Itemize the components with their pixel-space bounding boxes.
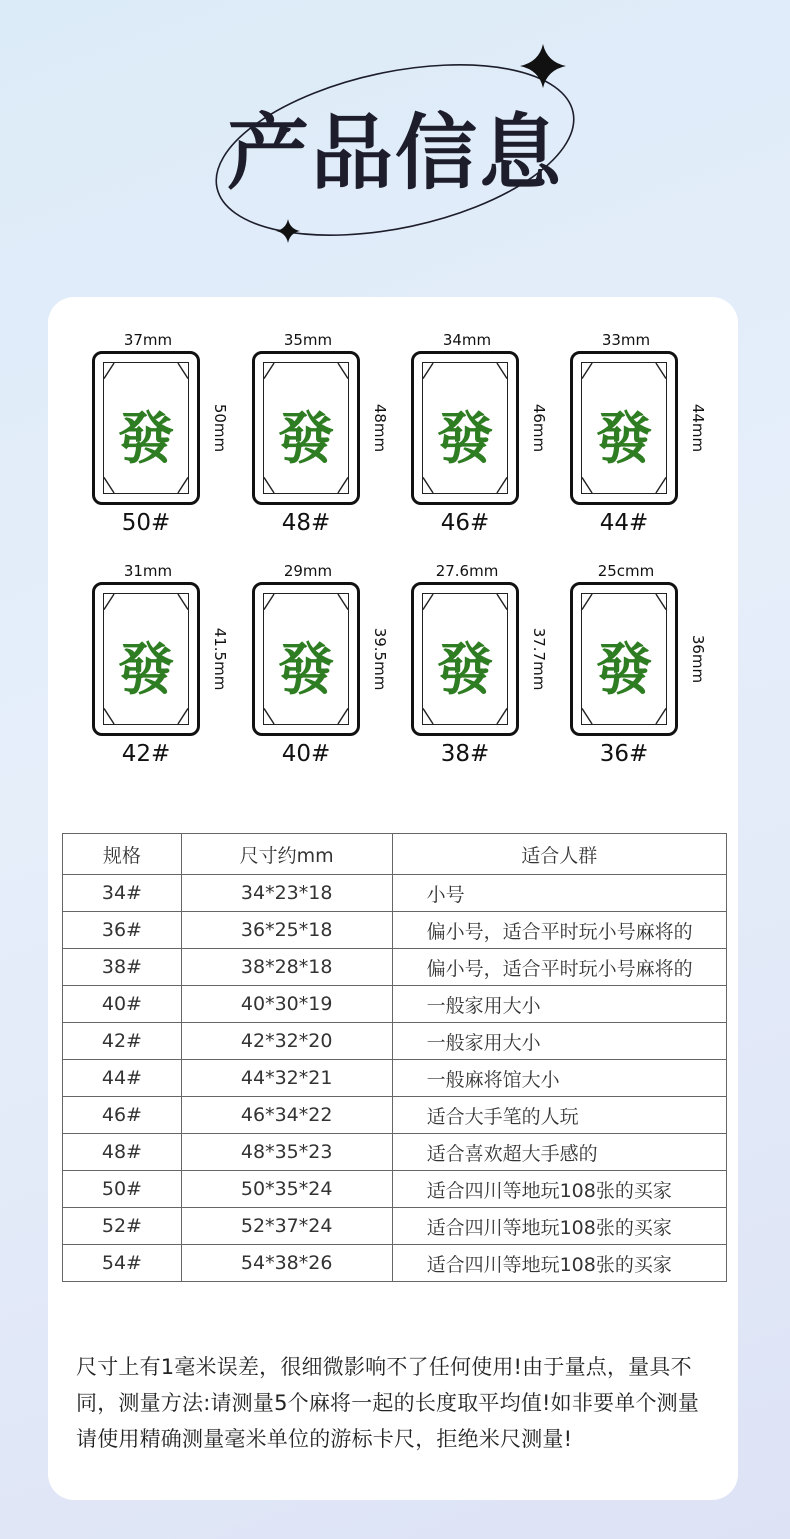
- tile-height-label: 44mm: [689, 403, 707, 453]
- tile-item: [367, 297, 548, 536]
- page-title: 产品信息: [226, 106, 563, 201]
- table-row: [63, 875, 727, 912]
- fa-character-icon: 發: [596, 406, 652, 472]
- mahjong-tile: [252, 351, 360, 505]
- tile-size-label: 50#: [121, 510, 171, 536]
- cell-size: 40*30*19: [181, 986, 392, 1023]
- tile-width-label: 34mm: [442, 331, 492, 349]
- cell-spec: 52#: [63, 1208, 182, 1245]
- column-header-audience: 适合人群: [392, 834, 726, 875]
- cell-size: 34*23*18: [181, 875, 392, 912]
- tile-width-label: 31mm: [123, 562, 173, 580]
- cell-size: 46*34*22: [181, 1097, 392, 1134]
- cell-spec: 46#: [63, 1097, 182, 1134]
- tile-item: [208, 528, 389, 767]
- mahjong-tile: [411, 351, 519, 505]
- sparkle-star-icon: [520, 44, 566, 88]
- mahjong-tile: [411, 582, 519, 736]
- fa-character-icon: 發: [118, 637, 174, 703]
- cell-spec: 40#: [63, 986, 182, 1023]
- cell-audience: 适合四川等地玩108张的买家: [392, 1208, 726, 1245]
- measurement-note: 尺寸上有1毫米误差，很细微影响不了任何使用!由于量点，量具不同，测量方法:请测量5个麻将一起的长度取平均值!如非要单个测量请使用精确测量毫米单位的游标卡尺，拒绝米尺测量!: [76, 1355, 700, 1451]
- cell-size: 54*38*26: [181, 1245, 392, 1282]
- cell-size: 44*32*21: [181, 1060, 392, 1097]
- cell-spec: 42#: [63, 1023, 182, 1060]
- sparkle-star-icon: [276, 219, 300, 243]
- tile-height-label: 46mm: [530, 403, 548, 453]
- table-row: [63, 1208, 727, 1245]
- cell-spec: 36#: [63, 912, 182, 949]
- tile-height-label: 39.5mm: [371, 627, 389, 691]
- tile-size-label: 38#: [440, 741, 490, 767]
- cell-size: 36*25*18: [181, 912, 392, 949]
- table-row: [63, 1134, 727, 1171]
- fa-character-icon: 發: [118, 406, 174, 472]
- tile-height-label: 41.5mm: [211, 627, 229, 691]
- table-row: [63, 1097, 727, 1134]
- tile-width-label: 37mm: [123, 331, 173, 349]
- cell-spec: 48#: [63, 1134, 182, 1171]
- tile-size-grid: [48, 297, 738, 777]
- cell-audience: 偏小号，适合平时玩小号麻将的: [392, 949, 726, 986]
- table-row: [63, 1171, 727, 1208]
- tile-item: [208, 297, 389, 536]
- table-row: [63, 1023, 727, 1060]
- fa-character-icon: 發: [596, 637, 652, 703]
- tile-width-label: 35mm: [283, 331, 333, 349]
- spec-table: [62, 833, 727, 1282]
- tile-width-label: 29mm: [283, 562, 333, 580]
- tile-width-label: 27.6mm: [435, 562, 499, 580]
- cell-size: 50*35*24: [181, 1171, 392, 1208]
- mahjong-tile: [252, 582, 360, 736]
- cell-spec: 34#: [63, 875, 182, 912]
- fa-character-icon: 發: [278, 406, 334, 472]
- table-header-row: [63, 834, 727, 875]
- hero-header: [0, 0, 790, 290]
- cell-spec: 50#: [63, 1171, 182, 1208]
- tile-item: [48, 297, 229, 536]
- info-card: [48, 297, 738, 1500]
- fa-character-icon: 發: [437, 637, 493, 703]
- cell-audience: 适合喜欢超大手感的: [392, 1134, 726, 1171]
- table-row: [63, 912, 727, 949]
- tile-item: [367, 528, 548, 767]
- tile-size-label: 42#: [121, 741, 171, 767]
- cell-size: 48*35*23: [181, 1134, 392, 1171]
- tile-height-label: 36mm: [689, 634, 707, 684]
- cell-size: 38*28*18: [181, 949, 392, 986]
- mahjong-tile: [92, 582, 200, 736]
- mahjong-tile: [92, 351, 200, 505]
- tile-height-label: 48mm: [371, 403, 389, 453]
- cell-audience: 一般家用大小: [392, 1023, 726, 1060]
- cell-audience: 适合四川等地玩108张的买家: [392, 1171, 726, 1208]
- cell-spec: 44#: [63, 1060, 182, 1097]
- cell-audience: 一般麻将馆大小: [392, 1060, 726, 1097]
- mahjong-tile: [570, 351, 678, 505]
- tile-height-label: 37.7mm: [530, 627, 548, 691]
- tile-size-label: 46#: [440, 510, 490, 536]
- cell-size: 42*32*20: [181, 1023, 392, 1060]
- cell-audience: 适合大手笔的人玩: [392, 1097, 726, 1134]
- fa-character-icon: 發: [437, 406, 493, 472]
- tile-item: [48, 528, 229, 767]
- table-row: [63, 1245, 727, 1282]
- column-header-size: 尺寸约mm: [181, 834, 392, 875]
- column-header-spec: 规格: [63, 834, 182, 875]
- cell-audience: 小号: [392, 875, 726, 912]
- tile-size-label: 44#: [599, 510, 649, 536]
- tile-size-label: 48#: [281, 510, 331, 536]
- cell-spec: 38#: [63, 949, 182, 986]
- table-row: [63, 949, 727, 986]
- tile-width-label: 25cmm: [597, 562, 655, 580]
- fa-character-icon: 發: [278, 637, 334, 703]
- tile-size-label: 40#: [281, 741, 331, 767]
- table-row: [63, 986, 727, 1023]
- tile-width-label: 33mm: [601, 331, 651, 349]
- cell-audience: 适合四川等地玩108张的买家: [392, 1245, 726, 1282]
- cell-audience: 偏小号，适合平时玩小号麻将的: [392, 912, 726, 949]
- cell-spec: 54#: [63, 1245, 182, 1282]
- tile-item: [526, 528, 707, 767]
- mahjong-tile: [570, 582, 678, 736]
- cell-size: 52*37*24: [181, 1208, 392, 1245]
- tile-height-label: 50mm: [211, 403, 229, 453]
- table-row: [63, 1060, 727, 1097]
- cell-audience: 一般家用大小: [392, 986, 726, 1023]
- tile-item: [526, 297, 707, 536]
- tile-size-label: 36#: [599, 741, 649, 767]
